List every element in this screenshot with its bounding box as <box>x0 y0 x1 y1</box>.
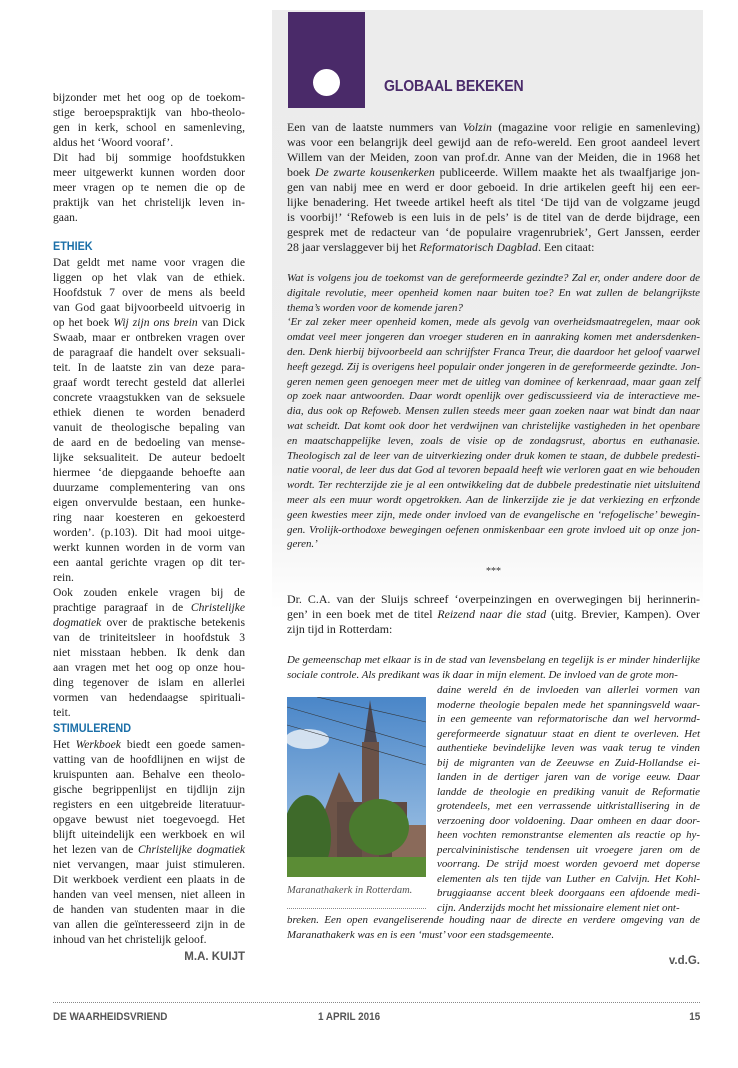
text-segment: publiceerde. Willem maakte het als twaalfjarige jon- <box>434 165 700 179</box>
text-segment: concrete vraagstukken van de seksuele <box>53 391 245 404</box>
text-line <box>53 540 245 555</box>
italic-title: Volzin <box>462 120 492 134</box>
church-photo <box>287 697 426 877</box>
text-line <box>53 872 245 887</box>
text-line <box>53 812 245 827</box>
text-segment: lijke seksualiteit. De auteur bedoelt <box>53 451 245 464</box>
text-segment: van de triniteitsleer in hoofdstuk 3 <box>53 631 245 644</box>
text-line <box>53 150 245 165</box>
text-segment: zijn tijd in Rotterdam: <box>287 622 393 636</box>
sluijs-quote-wrap <box>437 683 700 915</box>
text-segment: gen van nabij mee en werd er door geboeid. In drie artikelen geeft hij een eer- <box>287 180 700 194</box>
text-segment: wat scheidt. Dat komt ook door het verdwijnen van christelijke vastigheden in het openbare <box>287 419 700 432</box>
text-line <box>53 210 245 225</box>
text-segment: vatting van de hoofdlijnen en wijst de <box>53 753 245 766</box>
text-line <box>287 419 700 434</box>
text-line <box>287 913 700 928</box>
text-line <box>287 120 700 135</box>
text-segment: rein. <box>53 571 74 584</box>
text-line <box>287 404 700 419</box>
text-segment: niet misstaan hebben. Ik denk dan <box>53 646 245 659</box>
text-line <box>287 653 700 668</box>
text-segment: prachtige paragraaf in de <box>53 601 191 614</box>
text-segment: ding tegenover de islam en allerlei <box>53 676 245 689</box>
text-segment: meer vragen op te nemen die op de <box>53 181 245 194</box>
text-segment: moderne theologie bepalen mede het spanningsveld waar- <box>437 698 700 711</box>
text-segment: cijn. Anderzijds mocht het missionaire element niet ont- <box>437 901 680 914</box>
text-line <box>53 465 245 480</box>
text-segment: van allen die geïnteresseerd zijn in de <box>53 918 245 931</box>
heading-ethiek: ETHIEK <box>53 239 93 253</box>
heading-stimulerend: STIMULEREND <box>53 721 132 735</box>
text-line <box>287 330 700 345</box>
footer-divider <box>53 1002 700 1003</box>
text-line <box>287 210 700 225</box>
text-segment: Dat geldt met name voor vragen die <box>53 256 245 269</box>
text-segment: Wat is volgens jou de toekomst van de gereformeerde gezindte? Zal er, onder andere door de <box>287 272 700 284</box>
text-segment: het lezen van de <box>53 843 138 856</box>
text-line <box>53 405 245 420</box>
italic-title: Reformatorisch Dagblad <box>419 240 538 254</box>
text-segment: van God gaat bijvoorbeeld uitvoerig in <box>53 301 245 314</box>
text-line <box>53 435 245 450</box>
text-segment: Het <box>53 738 76 751</box>
text-segment: ‘Er zal zeker meer openheid komen, mede als gevolg van overheidsmaatregelen, maar ook <box>287 316 700 329</box>
left-ethiek <box>53 255 245 720</box>
text-line <box>287 345 700 360</box>
text-line <box>287 271 700 286</box>
text-segment: biedt een goede samen- <box>120 738 246 751</box>
text-segment: teit. <box>53 706 71 719</box>
text-line <box>287 195 700 210</box>
text-segment: graaf wordt terecht gesteld dat allerlei <box>53 376 245 389</box>
text-segment: van Dick <box>197 316 245 329</box>
section-title: GLOBAAL BEKEKEN <box>384 78 524 95</box>
text-line <box>287 240 700 255</box>
text-line <box>287 668 700 683</box>
text-segment: in een gemeente van reformatorische dan wel hervormd- <box>437 713 700 725</box>
text-line <box>437 727 700 742</box>
italic-title: Christelijke <box>190 601 245 614</box>
footer-page-number: 15 <box>688 1011 700 1023</box>
left-stimulerend <box>53 737 245 947</box>
text-line <box>287 315 700 330</box>
text-segment: Swaab, maar er ontbreken vragen over <box>53 331 245 344</box>
text-segment: een aantal gerichte vragen op dit ter- <box>53 556 245 569</box>
text-line <box>53 195 245 210</box>
text-line <box>437 741 700 756</box>
text-segment: gen in kerk, school en samenleving, <box>53 121 245 134</box>
text-segment: authentieke bevindelijke leven was vaak terug te vinden <box>437 742 700 754</box>
text-line <box>53 842 245 857</box>
text-segment: Dr. C.A. van der Sluijs schreef ‘overpeinzingen en overwegingen bij herinnerin- <box>287 592 700 606</box>
italic-title: Christelijke dogmatiek <box>137 843 245 856</box>
text-segment: ethiek dienen te worden benaderd <box>53 406 245 419</box>
text-line <box>53 660 245 675</box>
author-vdg: v.d.G. <box>668 955 700 967</box>
text-line <box>53 857 245 872</box>
text-segment: Maranathakerk was en is een ‘must’ voor een stadsgemeente. <box>287 928 555 941</box>
text-line <box>437 698 700 713</box>
text-line <box>53 420 245 435</box>
text-segment: percalvininistische tendensen uit vroegere jaren om de <box>437 843 700 856</box>
text-segment: . Een citaat: <box>537 240 595 254</box>
text-segment: en maatschappelijke leven, zoals de visie op de zondagsrust, abortus en euthanasie. <box>287 434 700 447</box>
text-segment: wordt. Ter rechterzijde zie je al een ontwikkeling dat de dubbele predestinatie niet uitsluitend <box>287 479 700 492</box>
footer-publication: DE WAARHEIDSVRIEND <box>53 1011 168 1023</box>
text-line <box>53 782 245 797</box>
footer-date: 1 APRIL 2016 <box>318 1011 381 1023</box>
text-segment: Een van de laatste nummers van <box>287 120 463 134</box>
text-segment: sociale controle. Als predikant was ik daar in mijn element. De invloed van de grote mon- <box>287 668 678 681</box>
italic-title: De zwarte kousenkerken <box>314 165 435 179</box>
text-segment: vormen van hedendaagse spirituali- <box>53 691 245 704</box>
circle-icon <box>313 69 340 96</box>
italic-title: Wij zijn ons brein <box>113 316 198 329</box>
text-line <box>53 675 245 690</box>
text-segment: de handen van studenten maar in die <box>53 903 245 916</box>
text-segment: geen kwesties meer zijn, mede onder invloed van de evangelische en ‘refogelische’ bewegin- <box>287 508 700 521</box>
text-line <box>287 493 700 508</box>
text-line <box>287 478 700 493</box>
text-segment: liggen op het vlak van de ethiek. <box>53 271 245 284</box>
text-line <box>53 450 245 465</box>
text-segment: gen’ in een boek met de titel <box>287 607 438 621</box>
text-line <box>287 508 700 523</box>
text-line <box>53 285 245 300</box>
text-segment: gische begrippenlijst en tijdlijn zijn <box>53 783 245 796</box>
text-segment: heeft gezegd. Zij is overigens heel populair onder jongeren in de gereformeerde gezindte. Jon- <box>287 360 700 373</box>
text-segment: heen vochten remonstrantse elementen als reactie op hy- <box>437 829 700 841</box>
text-segment: duurzame complementering van ons <box>53 481 245 494</box>
text-segment: op het boek <box>53 316 114 329</box>
text-line <box>53 330 245 345</box>
text-line <box>287 375 700 390</box>
text-line <box>53 585 245 600</box>
text-segment: gaan. <box>53 211 78 224</box>
text-line <box>287 449 700 464</box>
text-line <box>287 928 700 943</box>
text-segment: Dit had bij sommige hoofdstukken <box>53 151 245 164</box>
text-line <box>53 390 245 405</box>
text-line <box>437 828 700 843</box>
text-line <box>287 389 700 404</box>
text-segment: gereformeerde signatuur staat en dient te overleven. Het <box>437 727 700 740</box>
text-line <box>53 345 245 360</box>
text-line <box>437 756 700 771</box>
text-segment: gesprek met de redacteur van ‘de populaire vragenrubriek’, Gert Janssen, eerder <box>287 225 700 239</box>
text-segment: Willem van der Meiden, zoon van prof.dr. Anne van der Meiden, die in 1968 het <box>287 150 700 164</box>
text-segment: gen. Vrolijk-orthodoxe bewegingen oefenen onmiskenbaar een grote invloed uit op onze jon- <box>287 523 700 536</box>
text-line <box>437 799 700 814</box>
text-segment: den. Denk hierbij bijvoorbeeld aan schrijfster Franca Treur, die daardoor het geloof vaarwel <box>287 345 700 358</box>
text-segment: (magazine voor religie en samenleving) <box>492 120 700 134</box>
text-line <box>53 600 245 615</box>
text-segment: meer uitgewerkt kunnen worden door <box>53 166 245 179</box>
italic-title: Werkboek <box>75 738 121 751</box>
caption-divider <box>287 908 426 909</box>
text-line <box>53 105 245 120</box>
text-segment: werkt kunnen worden in de vorm van <box>53 541 245 554</box>
text-line <box>287 523 700 538</box>
italic-title: Reizend naar die stad <box>437 607 547 621</box>
text-segment: elementen als ten tijde van Luther en Calvijn. Het Kohl- <box>437 872 700 885</box>
sluijs-quote-bottom <box>287 913 700 943</box>
text-segment: landen in de dertiger jaren van de vorige eeuw. Daar <box>437 771 700 783</box>
text-segment: lijke benadering. Het tweede artikel heeft als titel ‘De tijd van de volgzame jeugd <box>287 195 700 209</box>
text-segment: is voorbij!’ ‘Refoweb is een luis in de pels’ is de titel van de derde bijdrage, een <box>287 210 700 224</box>
text-line <box>437 843 700 858</box>
text-line <box>287 135 700 150</box>
text-segment: thema’s worden voor de komende jaren? <box>287 301 463 314</box>
text-segment: Hoofdstuk 7 over de mens als beeld <box>53 286 245 299</box>
text-segment: bij de migranten van de Zeeuwse en Zuid-Hollandse ei- <box>437 756 700 769</box>
text-line <box>53 827 245 842</box>
text-line <box>53 932 245 947</box>
photo-caption: Maranathakerk in Rotterdam. <box>287 885 413 896</box>
text-segment: worden’. (p.103). Dit had mooi uitge- <box>53 526 245 539</box>
text-line <box>53 375 245 390</box>
text-segment: geren nemen geen genoegen meer met de uitleg van dominee of kerkenraad, maar gaan zelf <box>287 375 700 388</box>
text-segment: vanuit de theologische bepaling van <box>53 421 245 434</box>
text-line <box>53 645 245 660</box>
text-segment: boek <box>287 165 315 179</box>
text-segment: verzoening door voldoening. Daar omheen en daar door- <box>437 814 700 827</box>
italic-title: dogmatiek <box>53 616 102 629</box>
text-segment: op zoek naar antwoorden. Daar wordt openlijk over gediscussieerd via de interactieve me- <box>287 390 700 403</box>
text-segment: Ook zouden enkele vragen bij de <box>53 586 245 599</box>
text-segment: (uitg. Brevier, Kampen). Over <box>546 607 700 621</box>
text-line <box>437 886 700 901</box>
text-line <box>53 480 245 495</box>
left-intro <box>53 90 245 225</box>
text-segment: hiermee ‘de diepgaande behoefte aan <box>53 466 245 479</box>
text-line <box>287 360 700 375</box>
sluijs-quote-top <box>287 653 700 683</box>
text-line <box>287 463 700 478</box>
text-segment: eigen onvervulde bestaan, een hunke- <box>53 496 245 509</box>
text-line <box>437 683 700 698</box>
text-segment: geren.’ <box>287 538 318 551</box>
text-segment: Dit werkboek verdient een plaats in de <box>53 873 245 886</box>
text-line <box>437 785 700 800</box>
text-segment: blijft uiteindelijk een werkboek en wil <box>53 828 245 841</box>
text-segment: over de praktische betekenis <box>101 616 245 629</box>
text-line <box>53 135 245 150</box>
text-segment: praktijk van het christelijk leven in- <box>53 196 245 209</box>
text-line <box>287 165 700 180</box>
text-line <box>287 225 700 240</box>
separator: *** <box>486 566 501 577</box>
text-segment: stige beroepspraktijk van hbo-theolo- <box>53 106 245 119</box>
text-line <box>287 301 700 316</box>
text-segment: daine wereld én de invloeden van allerlei vormen van <box>437 684 700 696</box>
text-segment: grotendeels, met een verrassende uitkristallisering in de <box>437 800 700 812</box>
section-badge <box>288 12 365 108</box>
text-line <box>437 872 700 887</box>
text-segment: Theologisch zal de leer van de uitverkiezing onder druk komen te staan, de dubbele predesti- <box>287 449 700 462</box>
text-line <box>53 797 245 812</box>
text-line <box>53 705 245 720</box>
text-line <box>53 510 245 525</box>
text-line <box>53 690 245 705</box>
text-line <box>53 555 245 570</box>
text-line <box>287 607 700 622</box>
text-segment: kruispunten aan. Behalve een theolo- <box>53 768 245 781</box>
text-line <box>53 360 245 375</box>
text-segment: registers en een uitgebreide literatuur- <box>53 798 245 811</box>
text-segment: digitale revolutie, meer openheid komen naar buiten toe? En wat zullen de belangrijkste <box>287 286 700 299</box>
text-segment: aldus het ‘Woord vooraf’. <box>53 136 174 149</box>
text-line <box>53 90 245 105</box>
text-line <box>287 180 700 195</box>
right-intro <box>287 120 700 255</box>
text-line <box>53 255 245 270</box>
text-line <box>53 887 245 902</box>
text-line <box>287 150 700 165</box>
text-line <box>53 752 245 767</box>
text-line <box>437 857 700 872</box>
text-segment: bijzonder met het oog op de toekom- <box>53 91 245 104</box>
text-line <box>53 630 245 645</box>
text-segment: inhoud van het christelijk geloof. <box>53 933 207 946</box>
text-segment: 28 jaar verslaggever bij het <box>287 240 420 254</box>
text-segment: niet vervangen, maar juist stimuleren. <box>53 858 245 871</box>
text-segment: meer als een muur wordt opgetrokken. Aan de linkerzijde zie je dat verkiezing en erfzonde <box>287 493 700 506</box>
text-line <box>437 712 700 727</box>
text-segment: natie vooral, de leer dus dat God al tevoren bepaald heeft wie verloren gaat en wie behouden <box>287 464 700 477</box>
text-segment: was voor een belangrijk deel gewijd aan de refo-wereld. Een groot aandeel levert <box>287 135 700 149</box>
text-line <box>53 300 245 315</box>
text-segment: omdat veel meer jongeren dan vroeger studeren en in aanraking komen met andersdenken- <box>287 331 700 344</box>
text-segment: teit. In de laatste zin van deze para- <box>53 361 245 374</box>
text-line <box>53 525 245 540</box>
text-segment: dia, dus ook op Refoweb. Mensen zullen steeds meer gaan zoeken naar wat bindt dan naar <box>287 405 700 418</box>
text-line <box>437 770 700 785</box>
text-segment: De gemeenschap met elkaar is in de stad van levensbelang en tegelijk is er minder hinderlijke <box>287 654 700 666</box>
text-line <box>53 315 245 330</box>
text-line <box>53 120 245 135</box>
text-line <box>287 537 700 552</box>
text-segment: ring naar koesteren en gekoesterd <box>53 511 245 524</box>
text-line <box>53 615 245 630</box>
text-segment: bruggiaanse accent bleek doorgaans een afdoende medi- <box>437 887 700 899</box>
text-line <box>53 270 245 285</box>
text-segment: de paragraaf die handelt over seksuali- <box>53 346 245 359</box>
text-line <box>53 902 245 917</box>
text-line <box>287 434 700 449</box>
text-line <box>53 767 245 782</box>
text-segment: breken. Een open evangeliserende houding naar de directe en verdere omgeving van de <box>287 914 700 926</box>
text-segment: handen van veel mensen, niet alleen in <box>53 888 245 901</box>
text-line <box>53 917 245 932</box>
text-line <box>287 622 700 637</box>
interview-quote <box>287 271 700 552</box>
text-line <box>437 814 700 829</box>
text-segment: opgave bewust niet toegevoegd. Het <box>53 813 245 826</box>
text-segment: aan vragen met het oog op onze hou- <box>53 661 245 674</box>
text-segment: de aard en de bedoeling van mense- <box>53 436 245 449</box>
text-line <box>53 737 245 752</box>
text-line <box>53 495 245 510</box>
text-line <box>53 570 245 585</box>
text-line <box>287 592 700 607</box>
sluijs-paragraph <box>287 592 700 637</box>
text-line <box>53 165 245 180</box>
author-kuijt: M.A. KUIJT <box>184 951 245 963</box>
text-segment: voorrang. De strijd moest worden gevoerd met doperse <box>437 858 700 870</box>
text-line <box>287 286 700 301</box>
text-segment: landde de theologie en prediking vanuit de Reformatie <box>437 785 700 798</box>
text-line <box>53 180 245 195</box>
